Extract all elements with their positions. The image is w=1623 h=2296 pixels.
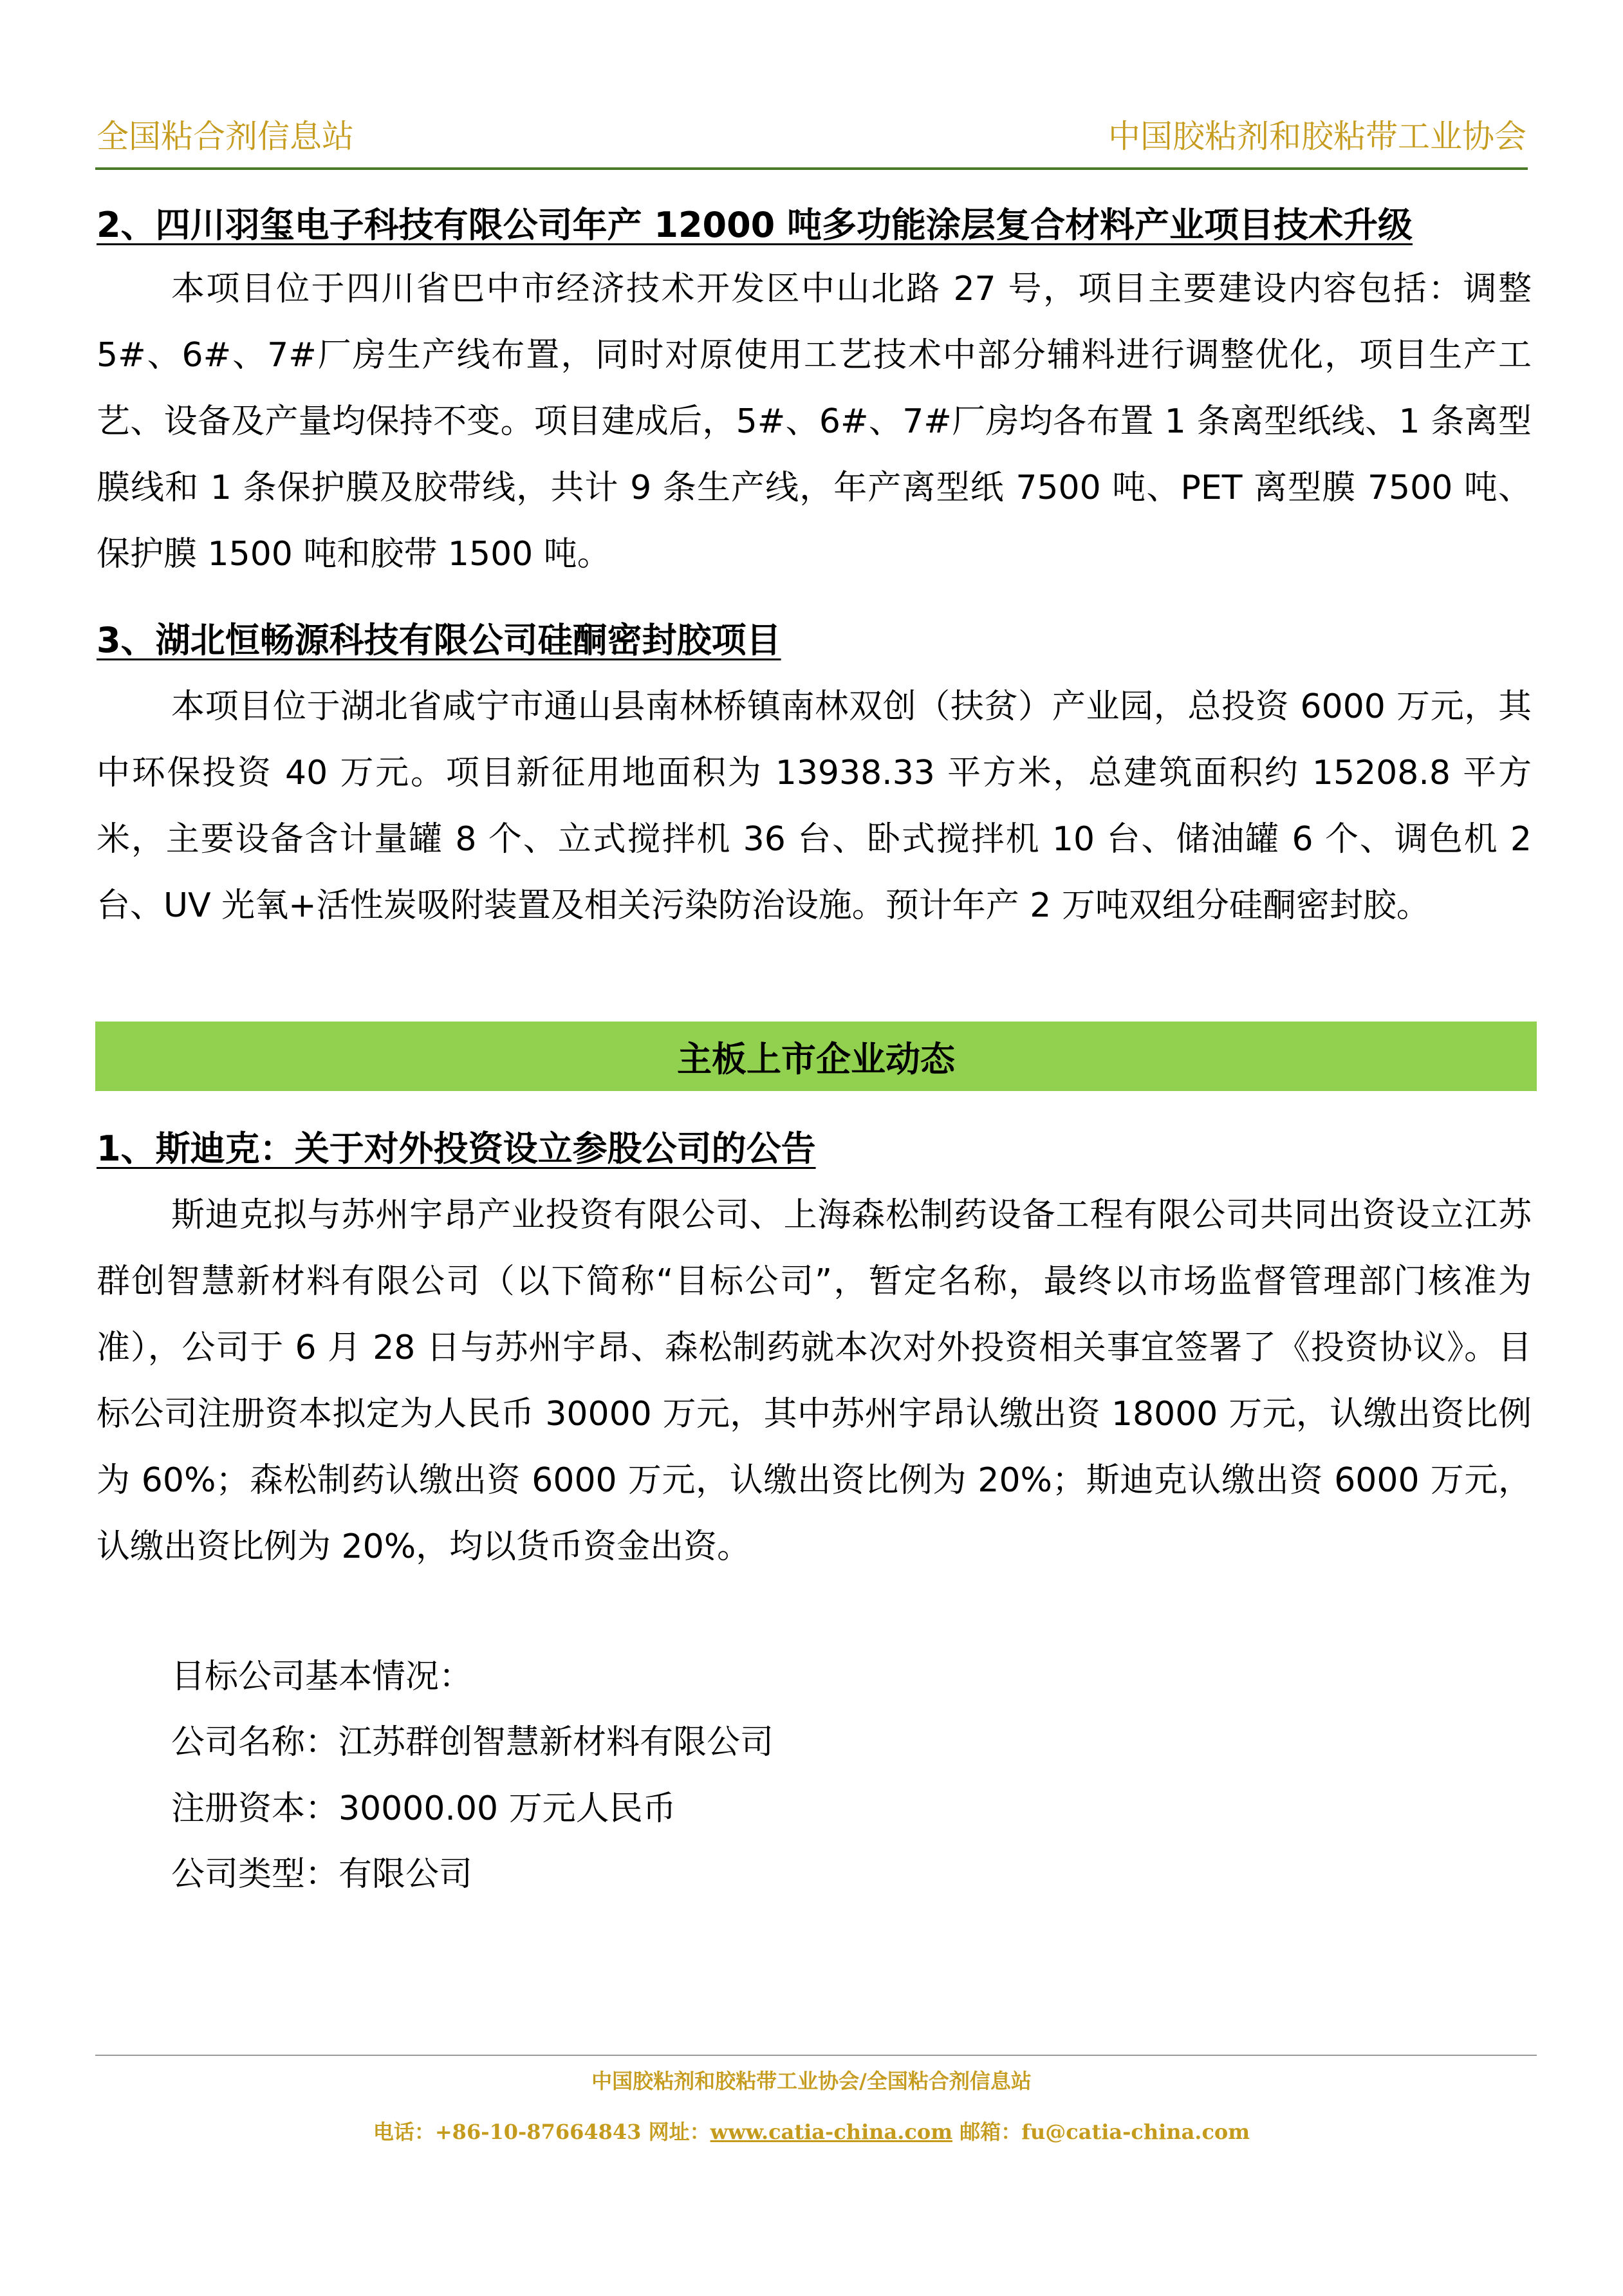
section-body-sidike: 斯迪克拟与苏州宇昂产业投资有限公司、上海森松制药设备工程有限公司共同出资设立江苏群创智慧新材料有限公司（以下简称“目标公司”，暂定名称，最终以市场监督管理部门核准为准），公司于 6 月 28 日与苏州宇昂、森松制药就本次对外投资相关事宜签署了《投资协议》。目标公司注册资本拟定为人民币 30000 万元，其中苏州宇昂认缴出资 18000 万元，认缴出资比例为 60%；森松制药认缴出资 6000 万元，认缴出资比例为 20%；斯迪克认缴出资 6000 万元，认缴出资比例为 20%，均以货币资金出资。 — [97, 1196, 1532, 1566]
info-company-type: 公司类型：有限公司 — [171, 1855, 473, 1894]
header-left-title: 全国粘合剂信息站 — [97, 118, 354, 155]
footer-email: 邮箱：fu@catia-china.com — [952, 2120, 1250, 2144]
info-company-name: 公司名称：江苏群创智慧新材料有限公司 — [171, 1723, 774, 1762]
info-registered-capital: 注册资本：30000.00 万元人民币 — [171, 1789, 676, 1828]
section-body-yuxi: 本项目位于四川省巴中市经济技术开发区中山北路 27 号，项目主要建设内容包括：调整 5#、6#、7#厂房生产线布置，同时对原使用工艺技术中部分辅料进行调整优化，项目生产工艺、设备及产量均保持不变。项目建成后，5#、6#、7#厂房均各布置 1 条离型纸线、1 条离型膜线和 1 条保护膜及胶带线，共计 9 条生产线，年产离型纸 7500 吨、PET 离型膜 7500 吨、保护膜 1500 吨和胶带 1500 吨。 — [97, 270, 1532, 574]
footer-website-link[interactable]: www.catia-china.com — [710, 2120, 953, 2144]
footer-phone: 电话：+86-10-87664843 网址： — [373, 2120, 710, 2144]
category-banner — [95, 1022, 1537, 1091]
footer-contact — [0, 2116, 1623, 2145]
category-banner-label: 主板上市企业动态 — [677, 1038, 955, 1079]
section-body-hengchangyuan: 本项目位于湖北省咸宁市通山县南林桥镇南林双创（扶贫）产业园，总投资 6000 万元，其中环保投资 40 万元。项目新征用地面积为 13938.33 平方米，总建筑面积约 15208.8 平方米，主要设备含计量罐 8 个、立式搅拌机 36 台、卧式搅拌机 10 台、储油罐 6 个、调色机 2 台、UV 光氧+活性炭吸附装置及相关污染防治设施。预计年产 2 万吨双组分硅酮密封胶。 — [97, 687, 1532, 925]
section-title-hengchangyuan: 3、湖北恒畅源科技有限公司硅酮密封胶项目 — [97, 620, 781, 660]
section-title-yuxi: 2、四川羽玺电子科技有限公司年产 12000 吨多功能涂层复合材料产业项目技术升级 — [97, 205, 1413, 245]
header-rule — [95, 167, 1528, 170]
footer-organization: 中国胶粘剂和胶粘带工业协会/全国粘合剂信息站 — [591, 2069, 1032, 2093]
info-heading: 目标公司基本情况： — [171, 1657, 473, 1696]
section-title-sidike: 1、斯迪克：关于对外投资设立参股公司的公告 — [97, 1128, 816, 1169]
header-right-title: 中国胶粘剂和胶粘带工业协会 — [1108, 118, 1526, 155]
footer-rule — [95, 2055, 1537, 2056]
